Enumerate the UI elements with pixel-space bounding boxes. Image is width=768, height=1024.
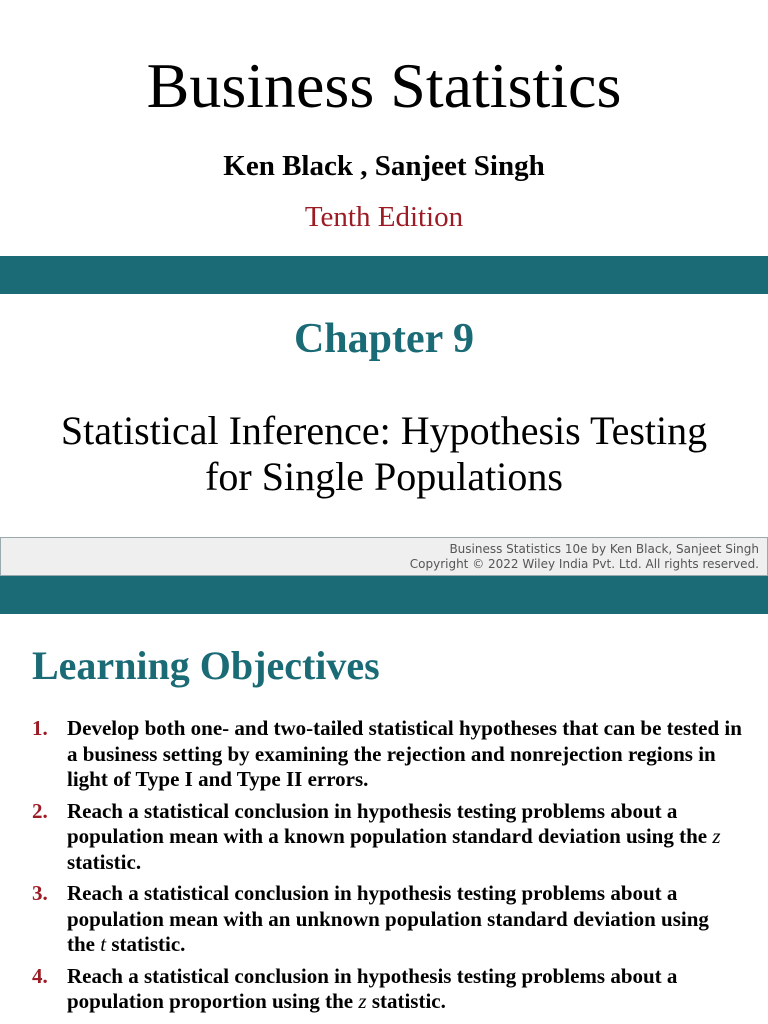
book-title: Business Statistics [146,50,622,121]
copyright-footer [0,537,768,576]
objectives-list [32,716,742,1021]
item-text: Reach a statistical conclusion in hypothesis testing problems about a population proportion using the [67,963,678,1013]
chapter-subtitle-line: for Single Populations [205,454,563,499]
chapter-title: Chapter 9 [293,316,475,362]
item-symbol: z [712,824,721,848]
item-text-end: statistic. [366,989,446,1013]
item-symbol: t [100,932,107,956]
slide-divider-band [0,256,768,294]
item-number: 1. [32,716,48,740]
chapter-subtitle [0,408,768,500]
item-text-end: statistic. [67,849,142,874]
list-item [32,716,742,793]
list-item [32,881,742,958]
item-text: Reach a statistical conclusion in hypothesis testing problems about a population mean with a known population standard deviation using the [67,798,713,848]
edition: Tenth Edition [304,201,464,233]
item-text-end: statistic. [106,932,186,956]
item-number: 4. [32,963,48,988]
authors: Ken Black , Sanjeet Singh [223,150,545,182]
item-text: Reach a statistical conclusion in hypothesis testing problems about a population mean with an unknown population standard deviation using the [67,881,709,956]
item-text: Develop both one- and two-tailed statistical hypotheses that can be tested in a business setting by examining the rejection and nonrejection regions in light of Type I and Type II errors. [67,716,742,791]
slide-divider-band [0,576,768,614]
chapter-subtitle-line: Statistical Inference: Hypothesis Testing [60,408,708,453]
title-slide [0,0,768,256]
objectives-heading: Learning Objectives [32,643,380,688]
list-item [32,799,742,876]
item-number: 3. [32,881,48,905]
footer-copyright: Copyright © 2022 Wiley India Pvt. Ltd. All rights reserved. [409,557,759,571]
footer-book-credit: Business Statistics 10e by Ken Black, Sanjeet Singh [449,542,759,556]
item-number: 2. [32,798,48,823]
list-item [32,964,742,1015]
item-symbol: z [358,989,367,1013]
